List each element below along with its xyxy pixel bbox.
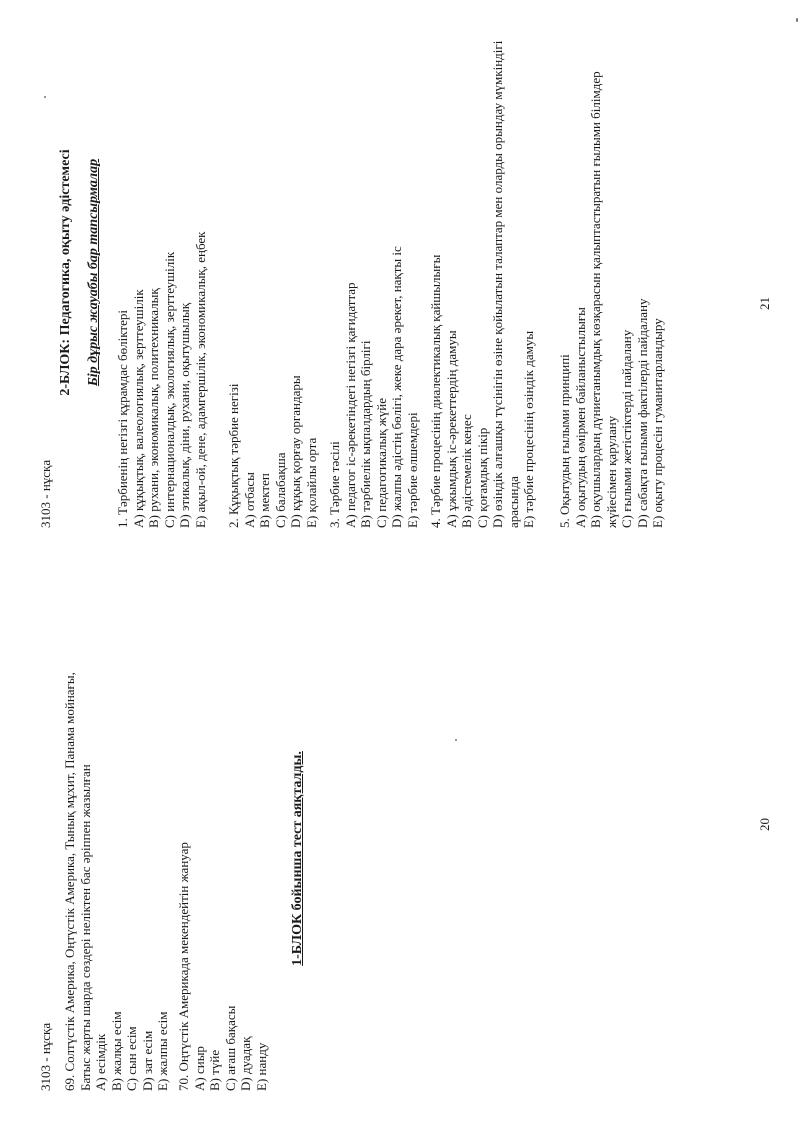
answer-option: С) қоғамдық пікір	[474, 427, 490, 528]
scan-speck	[796, 18, 798, 22]
answer-option: В) рухани, экономикалық, политехникалық	[146, 288, 161, 528]
block1-end-title: 1-БЛОК бойынша тест аяқталды.	[290, 751, 305, 966]
left-page	[0, 566, 800, 1131]
answer-option: С) ғылыми жетістіктерді пайдалану	[619, 329, 634, 528]
answer-option: А) сиыр	[191, 1046, 207, 1091]
question-stem: 3. Тәрбие тәсілі	[327, 441, 342, 528]
block2-title: 2-БЛОК: Педагогика, оқыту әдістемесі	[58, 149, 73, 396]
answer-option: С) сын есім	[124, 1026, 139, 1091]
block2-subtitle: Бір дұрыс жауабы бар тапсырмалар	[86, 158, 101, 387]
answer-option: А) отбасы	[241, 472, 257, 528]
question-69	[62, 581, 171, 1091]
answer-option: С) ағаш бақасы	[222, 1005, 238, 1091]
question-2	[226, 28, 319, 528]
answer-option: D) құқық қорғау органдары	[288, 375, 303, 528]
question-stem: 1. Тәрбиенің негізгі құрамдас бөліктері	[115, 310, 130, 528]
variant-header: 3103 - нұсқа	[38, 1022, 53, 1091]
answer-option: С) педагогикалық жүйе	[373, 398, 389, 528]
question-stem: 5. Оқытудың ғылыми принципі	[557, 354, 572, 528]
question-stem: 2. Құқықтық тәрбие негізі	[226, 383, 241, 528]
answer-option: В) оқушылардың дүниетанымдық көзқарасын қалыптастыратын ғылыми білімдер жүйесімен қарулану	[588, 71, 619, 528]
answer-option: В) жалқы есім	[108, 1011, 124, 1091]
answer-option: D) этикалық, діни, рухани, оқытушылық	[177, 302, 192, 528]
answer-option: D) жалпы әдістің бөлігі, жеке дара әрекет, нақты іс	[389, 246, 404, 528]
answer-option: В) түйе	[207, 1049, 222, 1091]
answer-option: В) әдістемелік кеңес	[459, 414, 474, 528]
answer-option: А) ұжымдық іс-әрекеттердің дамуы	[443, 330, 459, 528]
question-stem: 4. Тәрбие процесінің диалектикалық қайшылығы	[428, 254, 443, 528]
question-stem-line: Батыс жарты шарда сөздері неліктен бас әріппен жазылған	[77, 764, 93, 1091]
answer-option: С) балабақша	[272, 452, 288, 528]
scan-speck	[455, 739, 457, 741]
question-stem: 70. Оңтүстік Америкада мекендейтін жануар	[176, 842, 191, 1091]
answer-option: Е) нанду	[253, 1042, 269, 1091]
answer-option: В) мектеп	[257, 473, 272, 528]
variant-header: 3103 - нұсқа	[38, 459, 53, 528]
answer-option: Е) қолайлы орта	[303, 437, 319, 528]
answer-option: Е) тәрбие өлшемдері	[404, 412, 420, 528]
answer-option: D) өзіндік алғашқы түсінігін өзіне қойылатын талаптар мен оларды орындау мүмкіндігі арасында	[490, 40, 521, 528]
scan-speck	[44, 96, 46, 98]
question-stem-line: 69. Солтүстік Америка, Оңтүстік Америка, Тынық мұхит, Панама мойнағы,	[62, 672, 77, 1091]
answer-option: А) педагог іс-әрекетіндегі негізгі қағидаттар	[342, 282, 358, 528]
page-number: 20	[757, 818, 772, 831]
answer-option: Е) ақыл-ой, дене, адамгершілік, экономикалық, еңбек	[192, 231, 208, 528]
answer-option: Е) оқыту процесін гуманитарландыру	[650, 318, 665, 528]
answer-option: А) есімдік	[93, 1033, 108, 1091]
question-3	[327, 28, 420, 528]
question-1	[115, 28, 208, 528]
page-number: 21	[757, 297, 772, 310]
answer-option: D) сабақта ғылыми фактілерді пайдалану	[634, 298, 650, 528]
answer-option: С) интернационалдық, экологиялық, зерттеушілік	[161, 251, 177, 528]
question-5	[557, 28, 666, 528]
answer-option: А) құқықтық, валеологиялық, зерттеушілік	[130, 289, 146, 528]
answer-option: Е) жалпы есім	[155, 1011, 170, 1091]
answer-option: Е) тәрбие процесінің өзіндік дамуы	[521, 330, 536, 528]
answer-option: D) дуадақ	[238, 1036, 253, 1091]
question-4	[428, 28, 537, 528]
question-70	[176, 581, 269, 1091]
answer-option: В) тәрбиелік ықпалдардың бірлігі	[358, 340, 373, 528]
right-page	[0, 0, 800, 565]
answer-option: А) оқытудың өмірмен байланыстылығы	[572, 307, 588, 528]
answer-option: D) зат есім	[139, 1030, 155, 1091]
